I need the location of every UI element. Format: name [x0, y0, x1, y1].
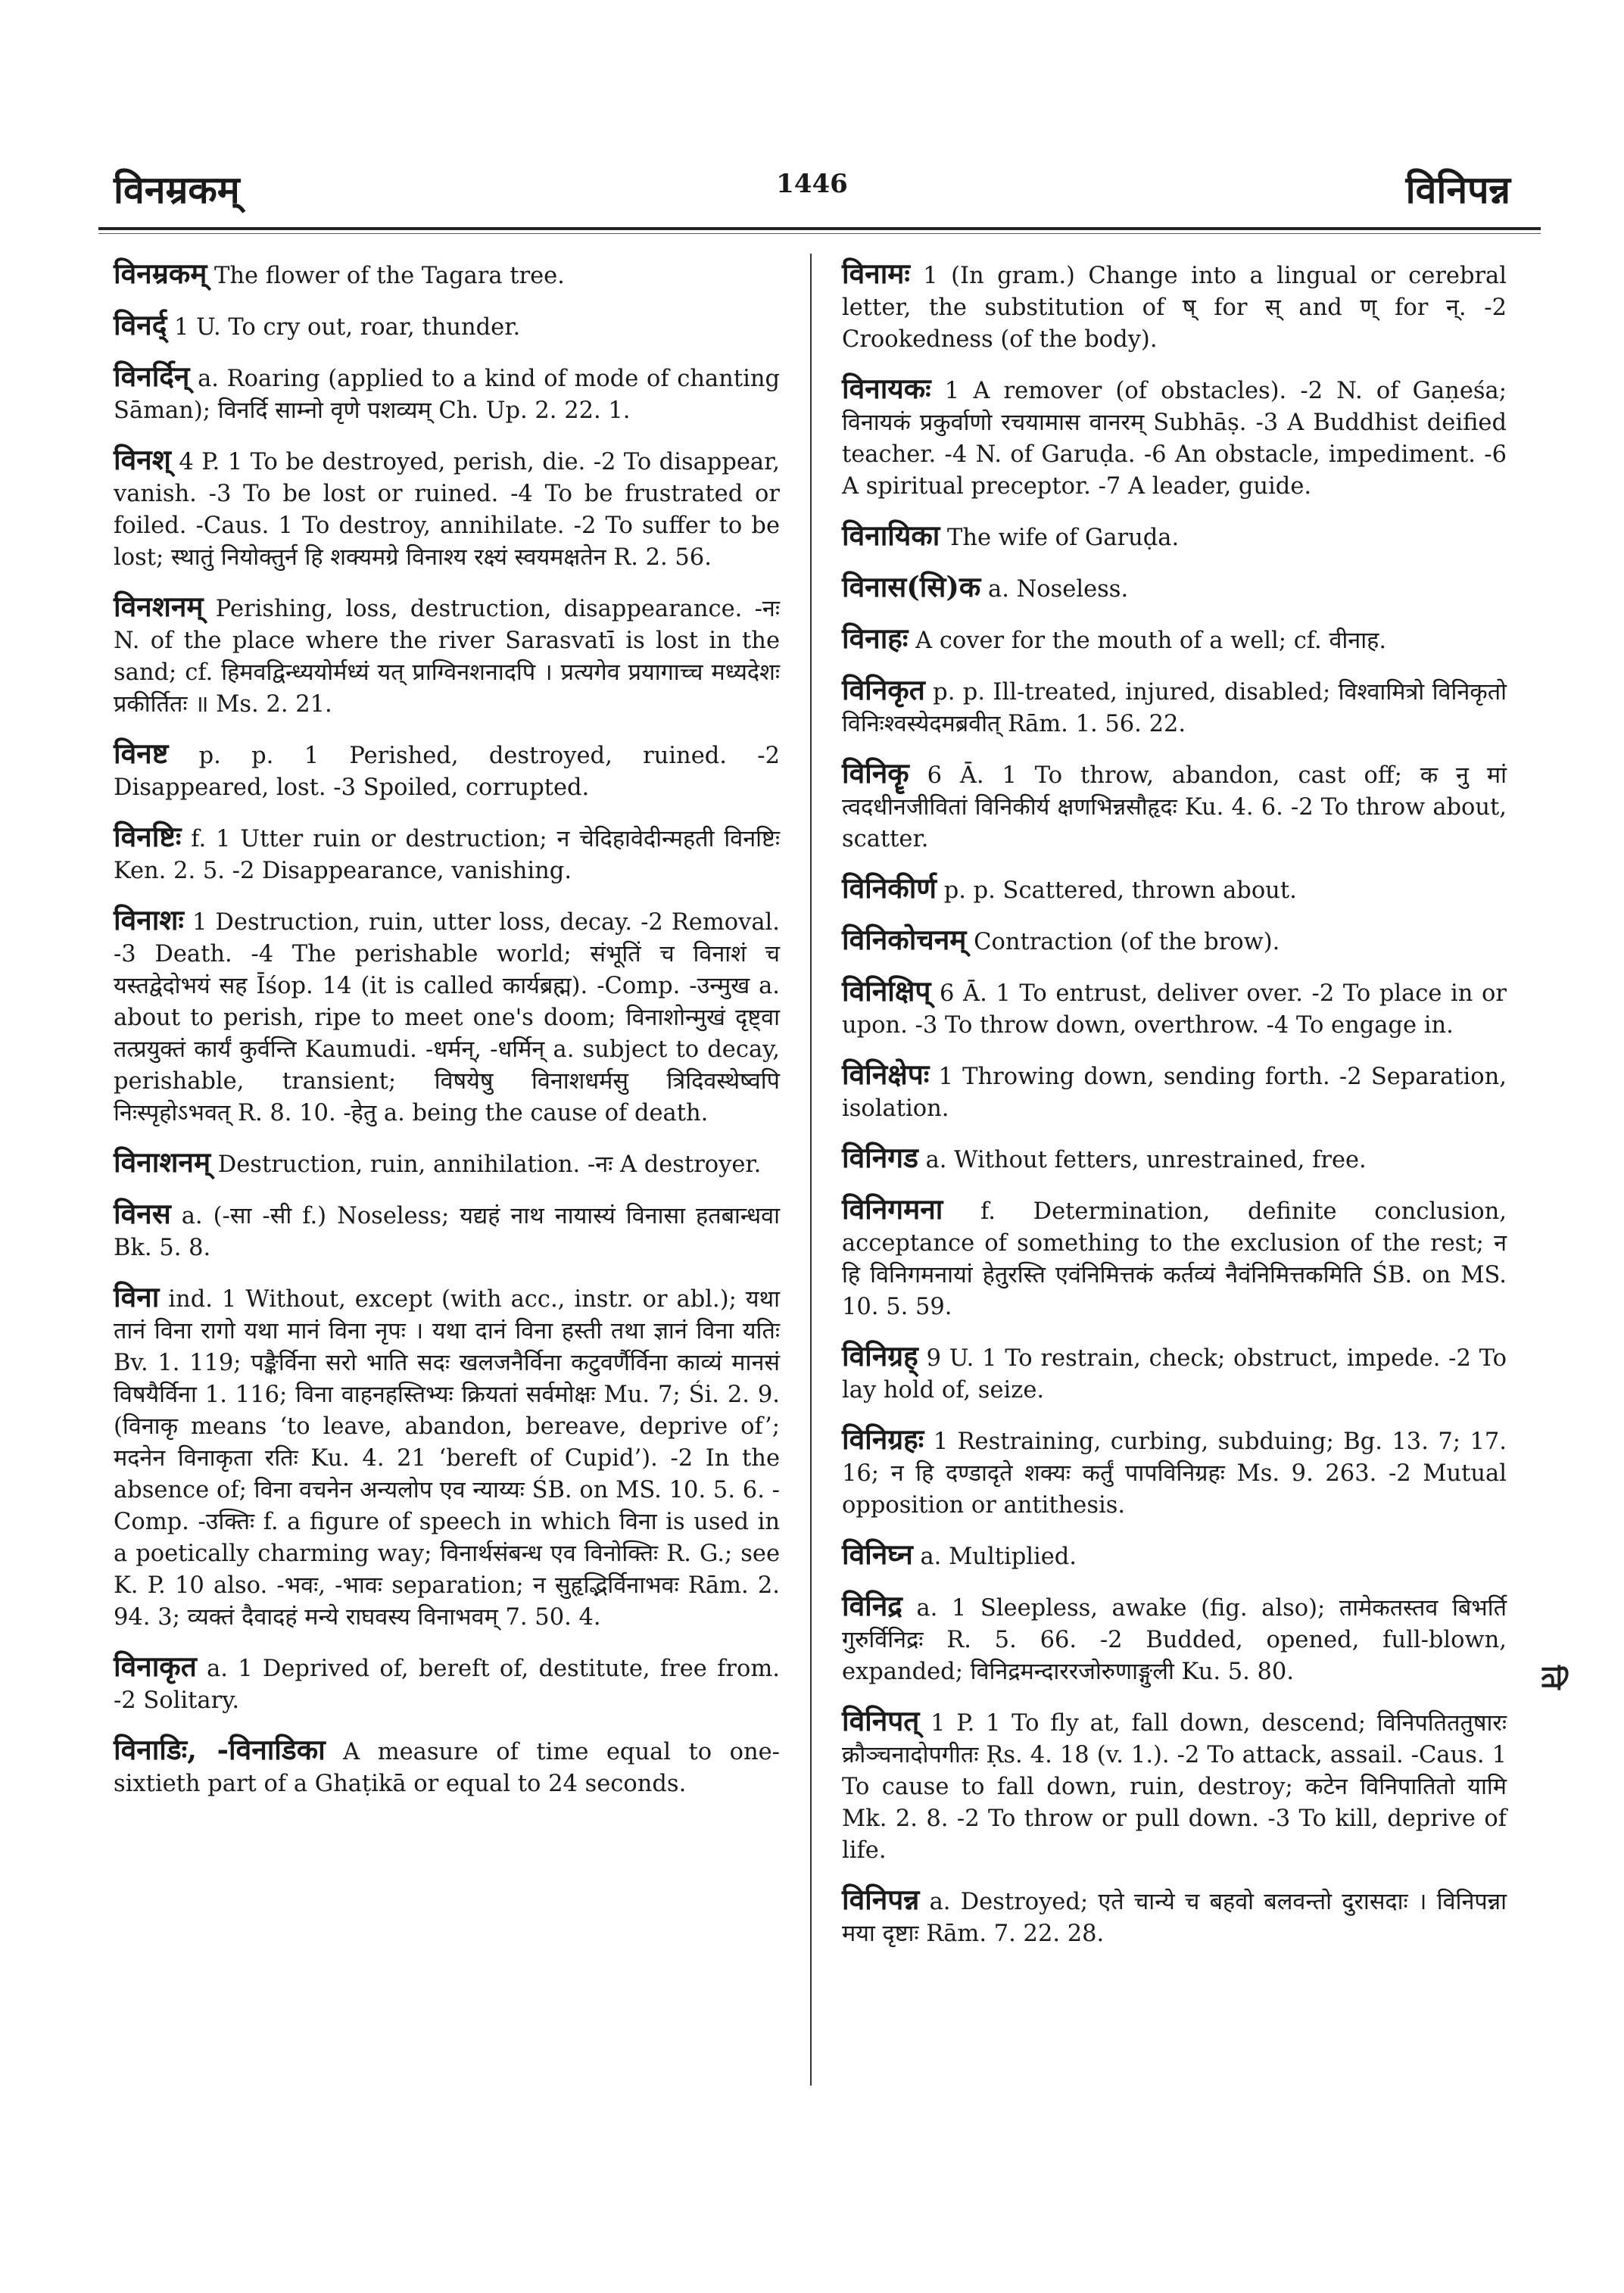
headword: विनिक्षिप्	[842, 974, 931, 1008]
headword: विनिगड	[842, 1141, 918, 1174]
dictionary-entry	[114, 309, 780, 344]
dictionary-entry	[842, 1883, 1507, 1950]
right-column	[842, 257, 1507, 1967]
entry-definition: 1 Throwing down, sending forth. -2 Separation, isolation.	[842, 1064, 1507, 1122]
entry-definition: 6 Ā. 1 To throw, abandon, cast off; क नु मां त्वदधीनजीवितां विनिकीर्य क्षणभिन्नसौहृदः Ku. 4. 6. -2 To throw about, scatter.	[842, 762, 1507, 852]
entry-definition: A measure of time equal to one-sixtieth part of a Ghaṭikā or equal to 24 seconds.	[114, 1739, 780, 1797]
entry-definition: p. p. 1 Perished, destroyed, ruined. -2 Disappeared, lost. -3 Spoiled, corrupted.	[114, 743, 780, 801]
dictionary-entry	[114, 737, 780, 804]
entry-definition: 6 Ā. 1 To entrust, deliver over. -2 To place in or upon. -3 To throw down, overthrow. -4 To engage in.	[842, 980, 1507, 1039]
dictionary-entry	[842, 1590, 1507, 1688]
headword: विनर्द्	[114, 308, 167, 341]
entry-definition: 4 P. 1 To be destroyed, perish, die. -2 To disappear, vanish. -3 To be lost or ruined. -4 To be frustrated or foiled. -Caus. 1 To destroy, annihilate. -2 To suffer to be lost; स्थातुं नियोक्तुर्न हि शक्यमग्रे विनाश्य रक्ष्यं स्वयमक्षतेन R. 2. 56.	[114, 449, 780, 571]
dictionary-entry	[114, 257, 780, 292]
dictionary-entry	[842, 372, 1507, 503]
dictionary-entry	[842, 1058, 1507, 1125]
entry-definition: f. Determination, definite conclusion, acceptance of something to the exclusion of the rest; न हि विनिगमनायां हेतुरस्ति एवंनिमित्तकं कर्तव्यं नैवंनिमित्तकमिति ŚB. on MS. 10. 5. 59.	[842, 1198, 1507, 1320]
left-guide-word: विनम्रकम्	[114, 167, 240, 212]
dictionary-entry	[114, 1281, 780, 1634]
entry-definition: Contraction (of the brow).	[966, 929, 1280, 955]
entry-definition: 1 Destruction, ruin, utter loss, decay. -2 Removal. -3 Death. -4 The perishable world; संभूतिं च विनाशं च यस्तद्वेदोभयं सह Īśop. 14 (it is called कार्यब्रह्म). -Comp. -उन्मुख a. about to perish, ripe to meet one's doom; विनाशोन्मुखं दृष्ट्वा तत्प्रयुक्तं कार्यं कुर्वन्ति Kaumudi. -धर्मन्, -धर्मिन् a. subject to decay, perishable, transient; विषयेषु विनाशधर्मसु त्रिदिवस्थेष्वपि निःस्पृहोऽभवत् R. 8. 10. -हेतु a. being the cause of death.	[114, 909, 780, 1126]
entry-definition: 1 U. To cry out, roar, thunder.	[167, 314, 521, 341]
entry-definition: 1 (In gram.) Change into a lingual or cerebral letter, the substitution of ष् for स् and ण् for न्. -2 Crookedness (of the body).	[842, 263, 1507, 353]
dictionary-entry	[842, 257, 1507, 356]
entry-definition: a. Without fetters, unrestrained, free.	[918, 1147, 1367, 1173]
dictionary-entry	[842, 674, 1507, 740]
dictionary-entry	[114, 821, 780, 887]
entry-definition: 1 Restraining, curbing, subduing; Bg. 13. 7; 17. 16; न हि दण्डादृते शक्यः कर्तुं पापविनिग्रहः Ms. 9. 263. -2 Mutual opposition or antithesis.	[842, 1428, 1507, 1519]
entry-definition: f. 1 Utter ruin or destruction; न चेदिहावेदीन्महती विनष्टिः Ken. 2. 5. -2 Disappearance, vanishing.	[114, 826, 780, 884]
dictionary-entry	[842, 924, 1507, 958]
entry-definition: 9 U. 1 To restrain, check; obstruct, impede. -2 To lay hold of, seize.	[842, 1345, 1507, 1404]
dictionary-entry	[842, 1423, 1507, 1522]
headword: विनायकः	[842, 372, 931, 405]
entry-definition: Destruction, ruin, annihilation. -नः A destroyer.	[210, 1151, 762, 1178]
dictionary-entry	[114, 904, 780, 1129]
headword: विनस	[114, 1197, 171, 1230]
dictionary-entry	[842, 872, 1507, 907]
headword: विनाडिः, -विनाडिका	[114, 1733, 326, 1766]
headword: विनाहः	[842, 622, 909, 655]
headword: विनाशनम्	[114, 1145, 211, 1179]
headword: विनर्दिन्	[114, 360, 190, 393]
headword: विना	[114, 1280, 160, 1313]
dictionary-entry	[842, 1538, 1507, 1573]
page-number: 1446	[776, 169, 848, 199]
dictionary-entry	[842, 757, 1507, 855]
dictionary-entry	[114, 590, 780, 721]
dictionary-entry	[114, 1198, 780, 1264]
headword: विनिघ्न	[842, 1537, 913, 1571]
headword: विनश्	[114, 443, 171, 476]
entry-definition: a. Roaring (applied to a kind of mode of chanting Sāman); विनर्दि साम्नो वृणे पशव्यम् Ch. Up. 2. 22. 1.	[114, 366, 780, 424]
headword: विनिकॄ	[842, 756, 909, 790]
column-divider	[810, 254, 812, 2086]
entry-definition: a. 1 Sleepless, awake (fig. also); तामेकतस्तव बिभर्ति गुरुर्विनिद्रः R. 5. 66. -2 Budded, opened, full-blown, expanded; विनिद्रमन्दाररजोरुणाङ्गुली Ku. 5. 80.	[842, 1595, 1507, 1685]
headword: विनिकृत	[842, 673, 925, 706]
dictionary-entry	[114, 1734, 780, 1800]
entry-definition: a. (-सा -सी f.) Noseless; यद्यहं नाथ नायास्यं विनासा हतबान्धवा Bk. 5. 8.	[114, 1203, 780, 1261]
headword: विनास(सि)क	[842, 570, 981, 603]
headword: विनिक्षेपः	[842, 1058, 930, 1091]
dictionary-entry	[842, 622, 1507, 657]
headword: विनिपत्	[842, 1704, 920, 1737]
dictionary-entry	[114, 444, 780, 574]
entry-definition: a. Destroyed; एते चान्ये च बहवो बलवन्तो दुरासदाः । विनिपन्ना मया दृष्टाः Rām. 7. 22. 28.	[842, 1889, 1507, 1947]
entry-definition: The flower of the Tagara tree.	[207, 263, 565, 289]
entry-definition: a. 1 Deprived of, bereft of, destitute, free from. -2 Solitary.	[114, 1656, 780, 1714]
headword: विनायिका	[842, 519, 940, 552]
dictionary-entry	[114, 1146, 780, 1181]
headword: विनिद्र	[842, 1589, 902, 1622]
headword: विनष्ट	[114, 737, 169, 770]
headword: विनिकीर्ण	[842, 871, 937, 905]
right-guide-word: विनिपन्न	[1405, 167, 1510, 212]
entry-definition: ind. 1 Without, except (with acc., instr. or abl.); यथा तानं विना रागो यथा मानं विना नृपः । यथा दानं विना हस्ती तथा ज्ञानं विना यतिः Bv. 1. 119; पङ्कैर्विना सरो भाति सदः खलजनैर्विना कटुवर्णैर्विना काव्यं मानसं विषयैर्विना 1. 116; विना वाहनहस्तिभ्यः क्रियतां सर्वमोक्षः Mu. 7; Śi. 2. 9. (विनाकृ means ‘to leave, abandon, bereave, deprive of’; मदनेन विनाकृता रतिः Ku. 4. 21 ‘bereft of Cupid’). -2 In the absence of; विना वचनेन अन्यलोप एव न्याय्यः ŚB. on MS. 10. 5. 6. -Comp. -उक्तिः f. a figure of speech in which विना is used in a poetically charming way; विनार्थसंबन्ध एव विनोक्तिः R. G.; see K. P. 10 also. -भवः, -भावः separation; न सुहृद्भिर्विनाभवः Rām. 2. 94. 3; व्यक्तं दैवादहं मन्ये राघवस्य विनाभवम् 7. 50. 4.	[114, 1286, 780, 1631]
dictionary-entry	[842, 975, 1507, 1042]
entry-definition: a. Noseless.	[980, 576, 1129, 603]
headword: विनिग्रहः	[842, 1422, 924, 1456]
dictionary-entry	[842, 1705, 1507, 1867]
headword: विनामः	[842, 257, 910, 290]
headword: विनाकृत	[114, 1650, 197, 1683]
headword: विनाशः	[114, 903, 184, 936]
left-column	[114, 257, 780, 1817]
dictionary-entry	[114, 360, 780, 427]
entry-definition: 1 P. 1 To fly at, fall down, descend; विनिपतिततुषारः क्रौञ्चनादोपगीतः Ṛs. 4. 18 (v. 1.). -2 To attack, assail. -Caus. 1 To cause to fall down, ruin, destroy; कटेन विनिपातितो यामि Mk. 2. 8. -2 To throw or pull down. -3 To kill, deprive of life.	[842, 1710, 1507, 1864]
dictionary-entry	[842, 1193, 1507, 1323]
headword: विनम्रकम्	[114, 257, 207, 290]
thumb-index-mark: ति	[1535, 1665, 1569, 1688]
running-header	[114, 163, 1510, 216]
headword: विनष्टिः	[114, 820, 182, 853]
dictionary-entry	[114, 1650, 780, 1717]
entry-definition: a. Multiplied.	[912, 1544, 1077, 1570]
entry-definition: A cover for the mouth of a well; cf. वीनाह.	[908, 628, 1387, 654]
dictionary-entry	[842, 571, 1507, 606]
entry-definition: Perishing, loss, destruction, disappearance. -नः N. of the place where the river Sarasvatī is lost in the sand; cf. हिमवद्विन्ध्ययोर्मध्यं यत् प्राग्विनशनादपि । प्रत्यगेव प्रयागाच्च मध्यदेशः प्रकीर्तितः ॥ Ms. 2. 21.	[114, 596, 780, 718]
dictionary-entry	[842, 1340, 1507, 1407]
entry-definition: p. p. Scattered, thrown about.	[937, 877, 1297, 904]
entry-definition: 1 A remover (of obstacles). -2 N. of Gaṇeśa; विनायकं प्रकुर्वाणो रचयामास वानरम् Subhāṣ. -3 A Buddhist deified teacher. -4 N. of Garuḍa. -6 An obstacle, impediment. -6 A spiritual preceptor. -7 A leader, guide.	[842, 378, 1507, 500]
headword: विनिगमना	[842, 1192, 943, 1226]
dictionary-entry	[842, 519, 1507, 554]
dictionary-entry	[842, 1142, 1507, 1176]
entry-definition: The wife of Garuḍa.	[940, 525, 1180, 551]
headword: विनशनम्	[114, 590, 204, 623]
header-rule	[98, 227, 1541, 230]
headword: विनिपन्न	[842, 1883, 920, 1916]
header-rule-thin	[98, 233, 1541, 234]
headword: विनिकोचनम्	[842, 923, 967, 956]
headword: विनिग्रह्	[842, 1339, 918, 1372]
entry-definition: p. p. Ill-treated, injured, disabled; विश्वामित्रो विनिकृतो विनिःश्वस्येदमब्रवीत् Rām. 1. 56. 22.	[842, 679, 1507, 737]
